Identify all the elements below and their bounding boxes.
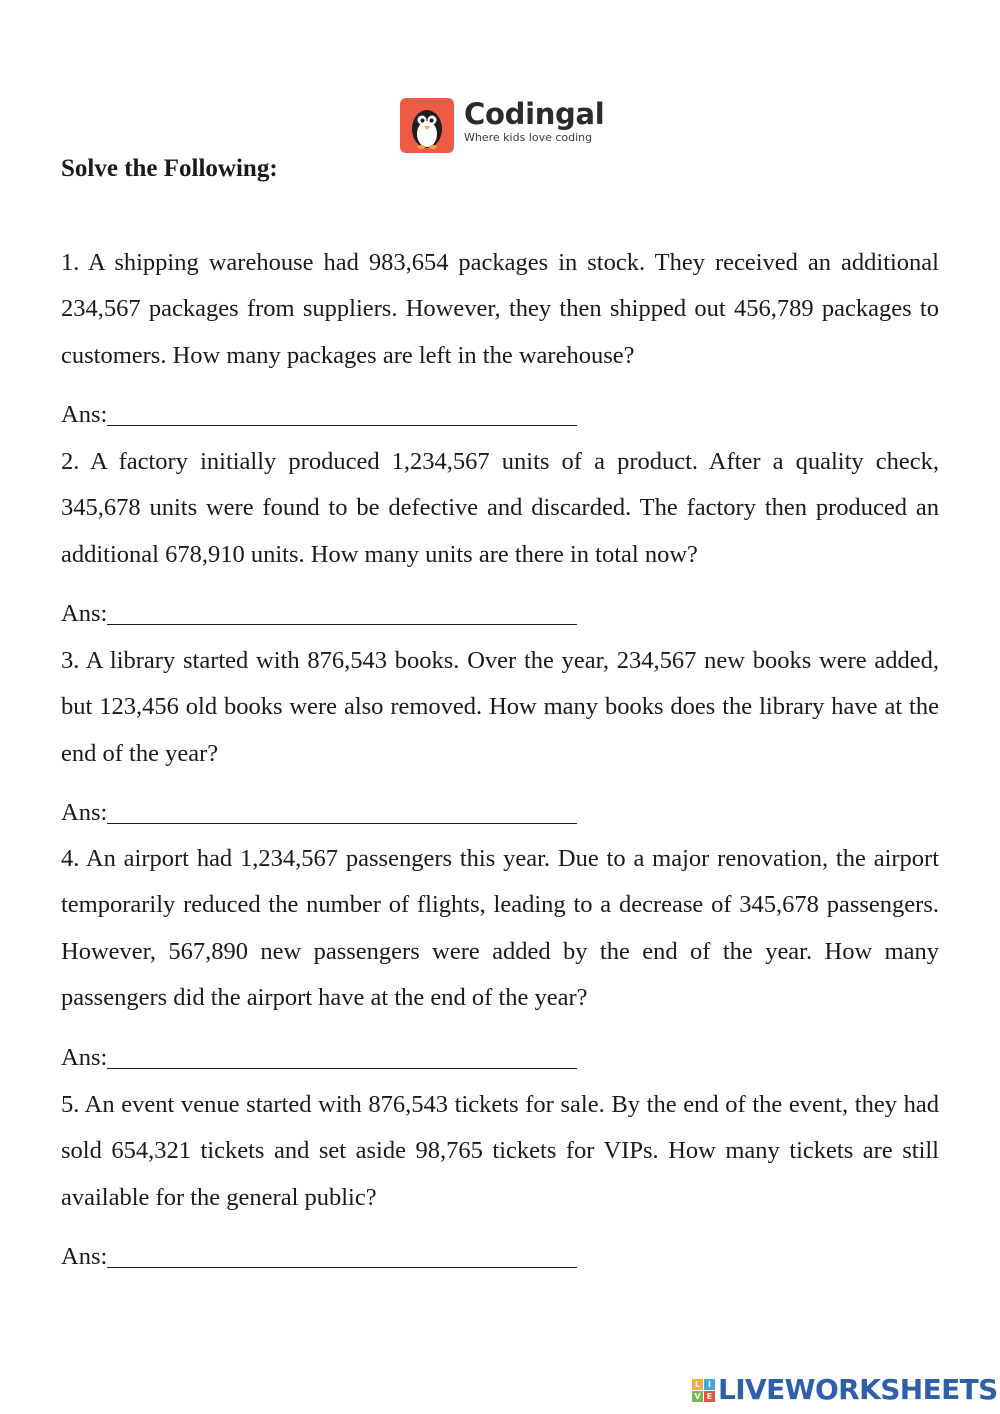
answer-line[interactable] — [107, 624, 577, 625]
question-5: 5. An event venue started with 876,543 tickets for sale. By the end of the event, they had sold 654,321 tickets and set aside 98,765 tickets for VIPs. How many tickets are still available for the general public? — [61, 1091, 939, 1211]
question-4: 4. An airport had 1,234,567 passengers this year. Due to a major renovation, the airport temporarily reduced the number of flights, leading to a decrease of 345,678 passengers. However, 567,890 new passengers were added by the end of the year. How many passengers did the airport have at the end of the year? — [61, 845, 939, 1012]
question-1: 1. A shipping warehouse had 983,654 packages in stock. They received an additional 234,567 packages from suppliers. However, they then shipped out 456,789 packages to customers. How many packages are left in the warehouse? — [61, 249, 939, 369]
answer-3[interactable] — [61, 798, 577, 828]
answer-label: Ans: — [61, 1044, 108, 1071]
answer-1[interactable] — [61, 400, 577, 430]
badge-letter: E — [704, 1391, 715, 1402]
codingal-logo — [400, 98, 604, 153]
logo-text — [464, 98, 604, 145]
question-3: 3. A library started with 876,543 books. Over the year, 234,567 new books were added, but 123,456 old books were also removed. How many books does the library have at the end of the year? — [61, 647, 939, 767]
answer-label: Ans: — [61, 799, 108, 826]
answer-4[interactable] — [61, 1043, 577, 1073]
answer-label: Ans: — [61, 1243, 108, 1270]
answer-line[interactable] — [107, 1267, 577, 1268]
worksheet-heading: Solve the Following: — [61, 155, 278, 182]
penguin-icon — [400, 98, 454, 153]
question-2: 2. A factory initially produced 1,234,567 units of a product. After a quality check, 345,678 units were found to be defective and discarded. The factory then produced an additional 678,910 units. How many units are there in total now? — [61, 448, 939, 568]
brand-name: Codingal — [464, 97, 605, 131]
answer-line[interactable] — [107, 425, 577, 426]
brand-tagline: Where kids love coding — [464, 131, 593, 144]
answer-label: Ans: — [61, 401, 108, 428]
answer-label: Ans: — [61, 600, 108, 627]
answer-2[interactable] — [61, 599, 577, 629]
badge-letter: V — [692, 1391, 703, 1402]
answer-line[interactable] — [107, 823, 577, 824]
badge-letter: I — [704, 1379, 715, 1390]
answer-line[interactable] — [107, 1068, 577, 1069]
badge-letter: L — [692, 1379, 703, 1390]
liveworksheets-badge-icon — [692, 1379, 715, 1402]
answer-5[interactable] — [61, 1242, 577, 1272]
liveworksheets-wordmark: LIVEWORKSHEETS — [718, 1373, 998, 1406]
liveworksheets-logo — [692, 1375, 998, 1405]
